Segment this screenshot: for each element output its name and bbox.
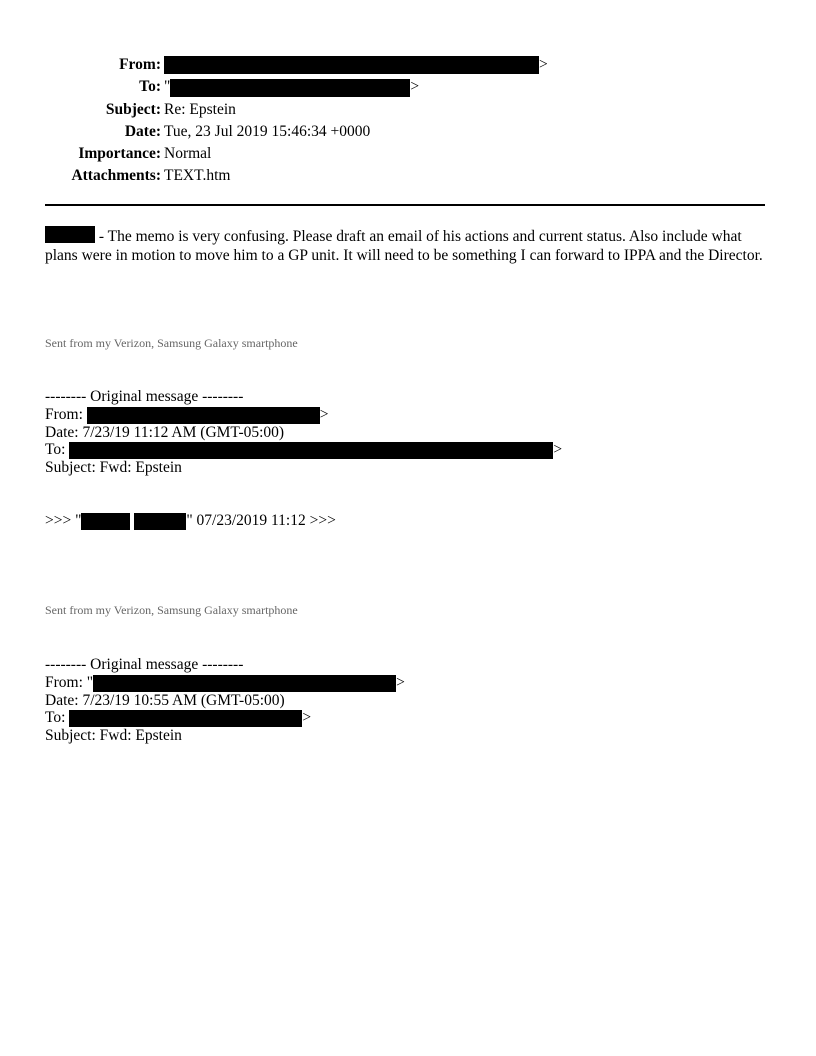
original-message-1 (45, 388, 562, 477)
importance-label: Importance: (78, 145, 161, 163)
redaction-block (69, 442, 553, 459)
original-to-label: To: (45, 441, 70, 459)
body-text: - The memo is very confusing. Please draft an email of his actions and current status. Also include what plans were in motion to move him to a GP unit. It will need to be something I can forward to IPPA and the Director. (45, 228, 763, 264)
quoted-header-line (45, 512, 336, 530)
original-date: Date: 7/23/19 10:55 AM (GMT-05:00) (45, 691, 285, 709)
signature-1: Sent from my Verizon, Samsung Galaxy smartphone (45, 336, 298, 350)
from-label: From: (119, 56, 161, 73)
header-divider (45, 204, 765, 206)
header-importance-row (0, 143, 816, 165)
redaction-block (45, 226, 95, 243)
email-header (0, 54, 816, 188)
original-to-suffix: > (302, 709, 312, 727)
quote-prefix: >>> " (45, 512, 82, 529)
attachments-label: Attachments: (71, 167, 161, 185)
original-from-label: From: " (45, 673, 94, 691)
redaction-block (164, 56, 539, 74)
original-divider: -------- Original message -------- (45, 656, 244, 673)
original-subject: Subject: Fwd: Epstein (45, 459, 182, 477)
original-from-suffix: > (319, 405, 329, 423)
original-to-label: To: (45, 709, 70, 727)
date-label: Date: (124, 122, 161, 140)
header-attachments-row (0, 165, 816, 187)
redaction-block (81, 513, 130, 530)
from-suffix: > (539, 56, 548, 73)
subject-label: Subject: (105, 100, 161, 118)
redaction-block (93, 675, 396, 692)
original-from-row (45, 406, 562, 424)
to-suffix: > (410, 78, 420, 96)
original-from-suffix: > (396, 673, 405, 691)
original-to-suffix: > (553, 441, 563, 459)
header-date-row (0, 121, 816, 143)
subject-value: Re: Epstein (164, 100, 236, 118)
header-from-row (0, 54, 816, 76)
signature-2: Sent from my Verizon, Samsung Galaxy smartphone (45, 603, 298, 617)
redaction-block (134, 513, 186, 530)
redaction-block (87, 407, 320, 424)
redaction-block (170, 79, 410, 97)
importance-value: Normal (164, 145, 212, 163)
original-message-2 (45, 656, 405, 745)
original-subject: Subject: Fwd: Epstein (45, 727, 182, 745)
header-subject-row (0, 99, 816, 121)
original-to-row (45, 441, 562, 459)
quote-suffix: " 07/23/2019 11:12 >>> (186, 512, 336, 529)
original-from-row (45, 674, 405, 692)
email-body (45, 226, 775, 265)
to-prefix: " (164, 78, 171, 96)
redaction-block (69, 710, 302, 727)
header-to-row (0, 76, 816, 98)
date-value: Tue, 23 Jul 2019 15:46:34 +0000 (164, 122, 371, 140)
original-from-label: From: (45, 405, 87, 423)
attachments-value: TEXT.htm (164, 167, 231, 185)
original-divider: -------- Original message -------- (45, 388, 244, 405)
original-date: Date: 7/23/19 11:12 AM (GMT-05:00) (45, 423, 285, 441)
original-to-row (45, 709, 405, 727)
to-label: To: (139, 78, 161, 96)
